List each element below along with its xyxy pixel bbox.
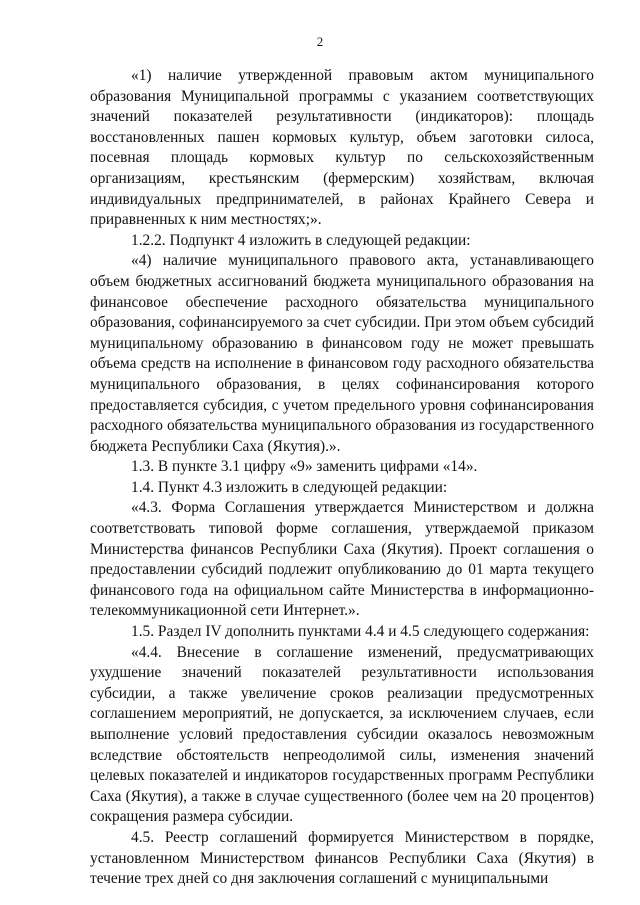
paragraph-4-3-forma-soglasheniya: «4.3. Форма Соглашения утверждается Министерством и должна соответствовать типовой форме соглашения, утверждаемой приказом Министерства финансов Республики Саха (Якутия). Проект соглашения о предоставлении субсидий подлежит опубликованию до 01 марта текущего финансового года на официальном сайте Министерства в информационно-телекоммуникационной сети Интернет.». bbox=[90, 499, 594, 620]
paragraph-item-4-pravovoy-akt: «4) наличие муниципального правового акта, устанавливающего объем бюджетных ассигнований бюджета муниципального образования на финансовое обеспечение расходного обязательства муниципального образования, софинансируемого за счет субсидии. При этом объем субсидий муниципальному образованию в финансовом году не может превышать объема средств на исполнение в финансовом году расходного обязательства муниципального образования, в целях софинансирования которого предоставляется субсидия, с учетом предельного уровня софинансирования расходного обязательства муниципального образования из государственного бюджета Республики Саха (Якутия).». bbox=[90, 252, 595, 455]
paragraph-1-4: 1.4. Пункт 4.3 изложить в следующей редакции: bbox=[131, 478, 448, 496]
page-number: 2 bbox=[316, 34, 324, 49]
document-body bbox=[90, 66, 594, 890]
paragraph-4-5-reestr-soglasheniy: 4.5. Реестр соглашений формируется Министерством в порядке, установленном Министерством финансов Республики Саха (Якутия) в течение трех дней со дня заключения соглашений с муниципальными bbox=[90, 828, 594, 888]
paragraph-1-5: 1.5. Раздел IV дополнить пунктами 4.4 и 4.5 следующего содержания: bbox=[131, 623, 590, 641]
paragraph-1-2-2: 1.2.2. Подпункт 4 изложить в следующей редакции: bbox=[131, 231, 471, 249]
paragraph-1-3: 1.3. В пункте 3.1 цифру «9» заменить цифрами «14». bbox=[131, 458, 478, 476]
paragraph-item-1-nalichie-programmy: «1) наличие утвержденной правовым актом муниципального образования Муниципальной программы с указанием соответствующих значений показателей результативности (индикаторов): площадь восстановленных пашен кормовых культур, объем заготовки силоса, посевная площадь кормовых культур по сельскохозяйственным организациям, крестьянским (фермерским) хозяйствам, включая индивидуальных предпринимателей, в районах Крайнего Севера и приравненных к ним местностях;». bbox=[90, 67, 594, 229]
paragraph-4-4-vnesenie-izmeneniy: «4.4. Внесение в соглашение изменений, предусматривающих ухудшение значений показателей результативности использования субсидии, а также увеличение сроков реализации предусмотренных соглашением мероприятий, не допускается, за исключением случаев, если выполнение условий предоставления субсидии оказалось невозможным вследствие обстоятельств непреодолимой силы, изменения значений целевых показателей и индикаторов государственных программ Республики Саха (Якутия), а также в случае существенного (более чем на 20 процентов) сокращения размера субсидии. bbox=[90, 643, 594, 826]
